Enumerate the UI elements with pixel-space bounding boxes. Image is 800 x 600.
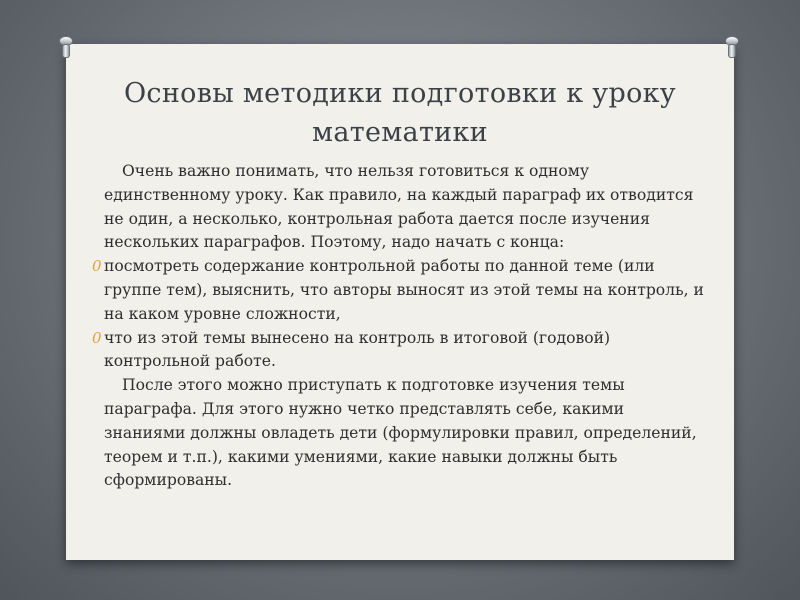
bullet-marker-icon: 0 [92,328,102,347]
conclusion-paragraph: После этого можно приступать к подготовке изучения темы параграфа. Для этого нужно четко представлять себе, какими знаниями должны овладеть дети (формулировки правил, определений, теорем и т.п.), какими умениями, какие навыки должны быть сформированы. [104,376,697,490]
list-item [92,255,704,326]
list-item-text: что из этой темы вынесено на контроль в итоговой (годовой) контрольной работе. [104,328,611,371]
slide-body [92,160,704,493]
pushpin-icon [58,36,74,60]
bullet-marker-icon: 0 [92,257,102,276]
pushpin-icon [724,36,740,60]
list-item [92,327,704,375]
list-item-text: посмотреть содержание контрольной работы по данной теме (или группе тем), выяснить, что авторы выносят из этой темы на контроль, и на каком уровне сложности, [104,257,704,323]
intro-paragraph: Очень важно понимать, что нельзя готовиться к одному единственному уроку. Как правило, на каждый параграф их отводится не один, а несколько, контрольная работа дается после изучения нескольких параграфов. Поэтому, надо начать с конца: [104,162,694,252]
slide-title: Основы методики подготовки к уроку математики [124,78,676,148]
